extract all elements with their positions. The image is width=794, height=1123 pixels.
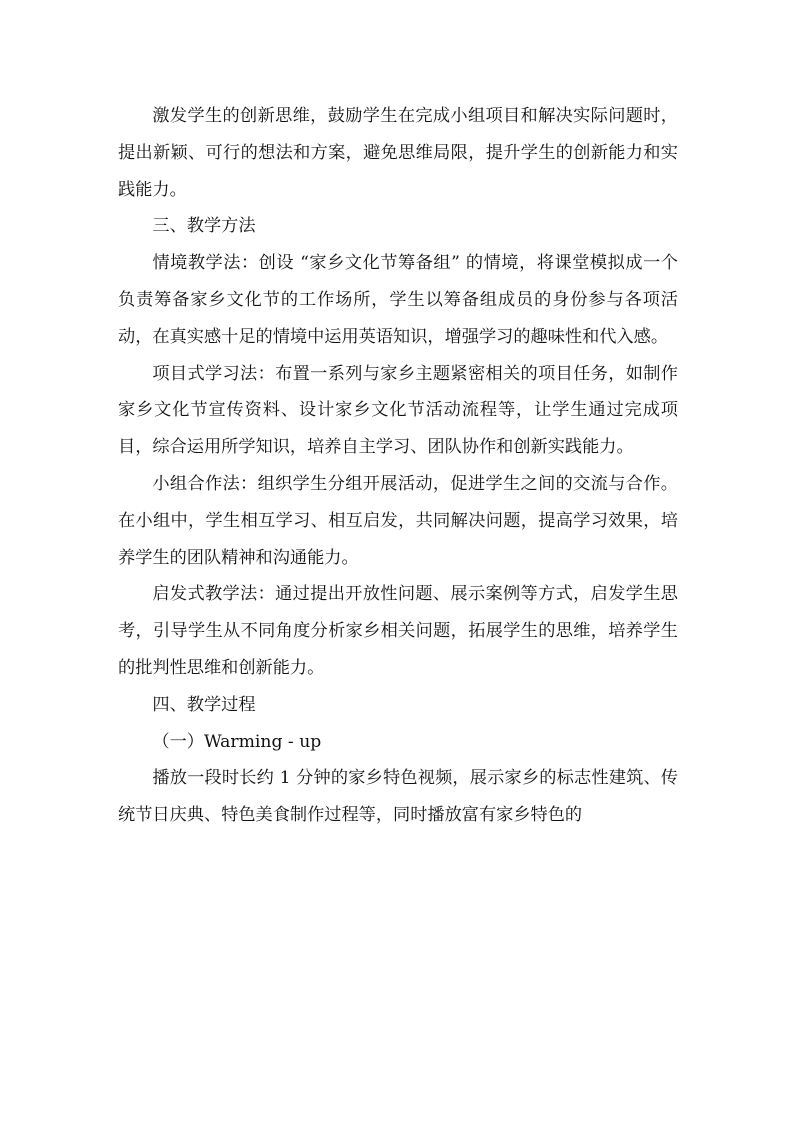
paragraph-group-cooperation: 小组合作法：组织学生分组开展活动，促进学生之间的交流与合作。在小组中，学生相互学习、相互启发，共同解决问题，提高学习效果，培养学生的团队精神和沟通能力。 [118, 473, 678, 568]
paragraph-situational-teaching: 情境教学法：创设 “家乡文化节筹备组” 的情境，将课堂模拟成一个负责筹备家乡文化节的工作场所，学生以筹备组成员的身份参与各项活动，在真实感十足的情境中运用英语知识，增强学习的趣味性和代入感。 [118, 253, 678, 347]
paragraph-intro: 激发学生的创新思维，鼓励学生在完成小组项目和解决实际问题时，提出新颖、可行的想法和方案，避免思维局限，提升学生的创新能力和实践能力。 [118, 106, 678, 200]
subsection-heading-warming-up: （一）Warming - up [152, 731, 322, 752]
section-heading-teaching-process: 四、教学过程 [152, 694, 256, 715]
paragraph-warming-up: 播放一段时长约 1 分钟的家乡特色视频，展示家乡的标志性建筑、传统节日庆典、特色美食制作过程等，同时播放富有家乡特色的 [118, 768, 678, 826]
paragraph-project-learning: 项目式学习法：布置一系列与家乡主题紧密相关的项目任务，如制作家乡文化节宣传资料、设计家乡文化节活动流程等，让学生通过完成项目，综合运用所学知识，培养自主学习、团队协作和创新实践能力。 [118, 363, 678, 458]
document-body [118, 98, 678, 834]
section-heading-teaching-methods: 三、教学方法 [152, 216, 256, 237]
paragraph-heuristic-teaching: 启发式教学法：通过提出开放性问题、展示案例等方式，启发学生思考，引导学生从不同角度分析家乡相关问题，拓展学生的思维，培养学生的批判性思维和创新能力。 [118, 584, 678, 678]
